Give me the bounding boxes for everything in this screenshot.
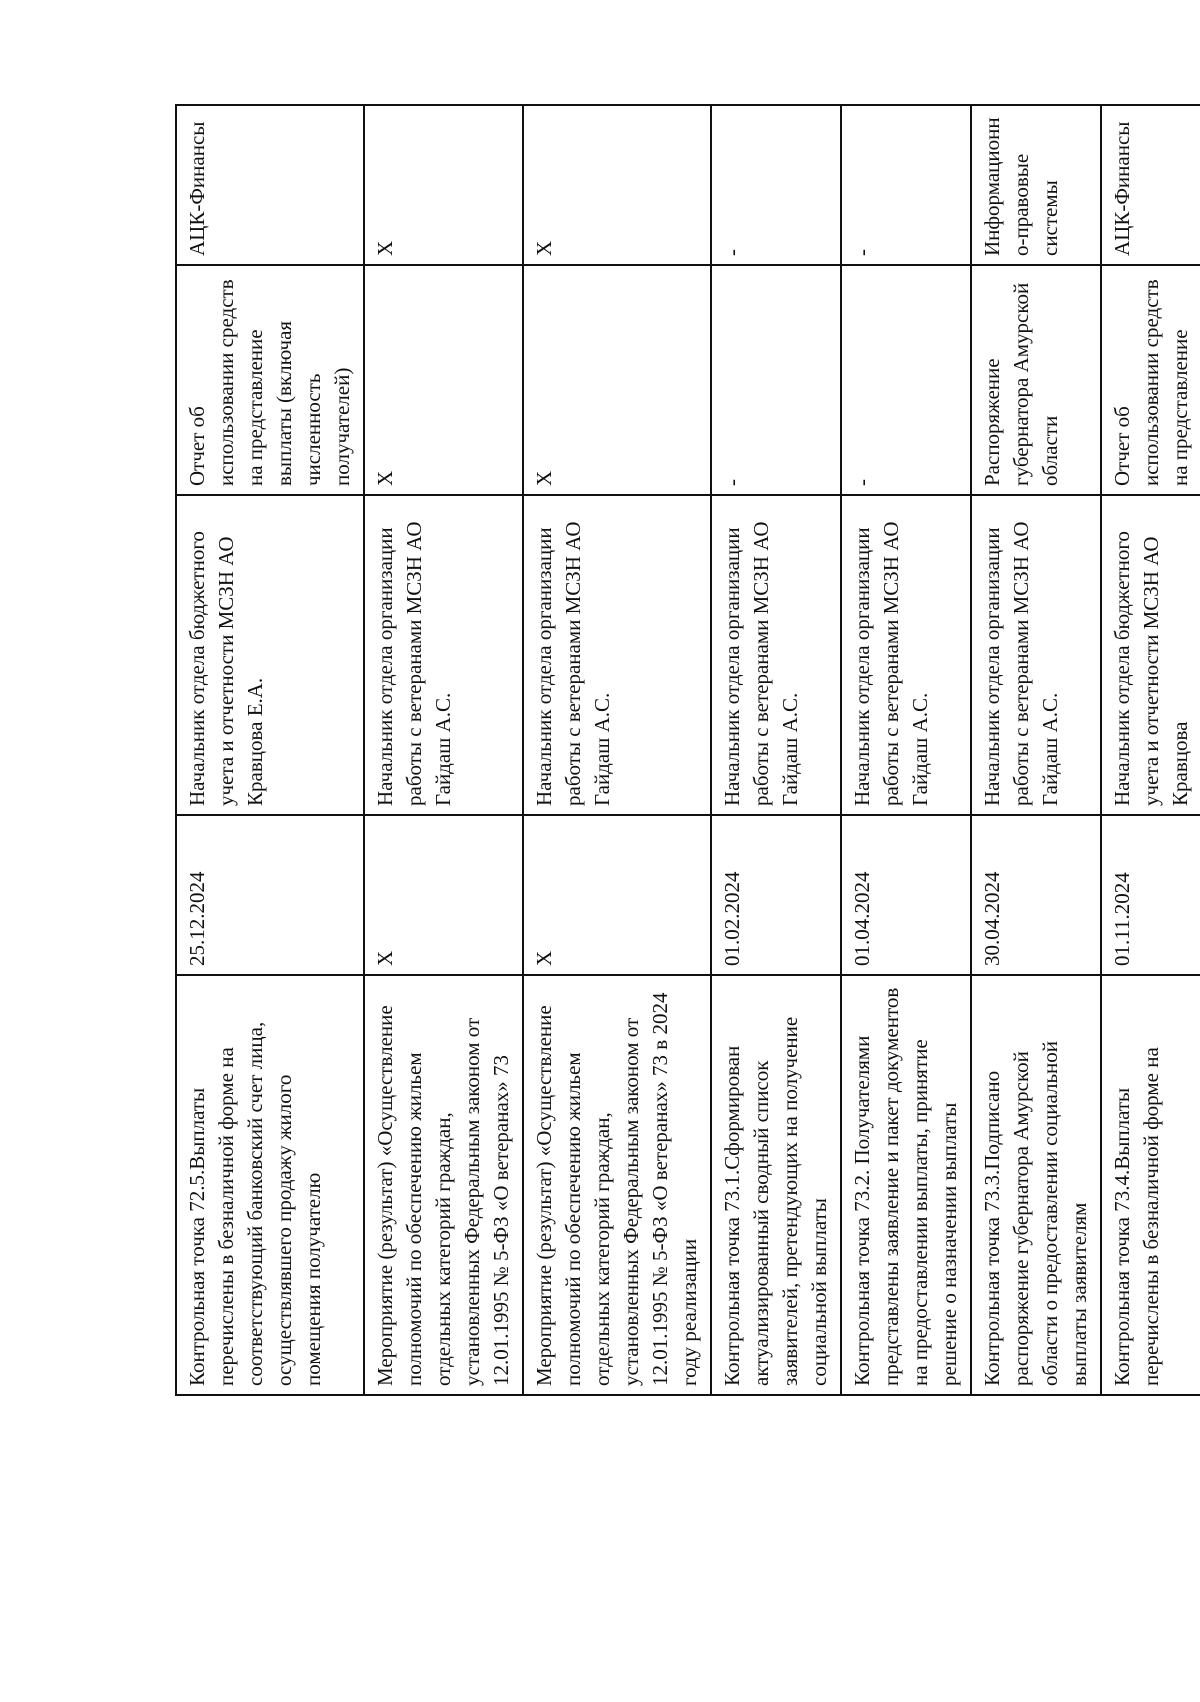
table-row (1101, 105, 1200, 1395)
cell-date: Х (364, 815, 523, 975)
cell-responsible: Начальник отдела организации работы с ветеранами МСЗН АО Гайдаш А.С. (711, 495, 841, 815)
cell-responsible: Начальник отдела организации работы с ветеранами МСЗН АО Гайдаш А.С. (523, 495, 711, 815)
cell-date: Х (523, 815, 711, 975)
cell-event-name: Контрольная точка 73.1.Сформирован актуализированный сводный список заявителей, претендующих на получение социальной выплаты (711, 975, 841, 1395)
cell-document: Х (523, 265, 711, 495)
cell-document: Х (364, 265, 523, 495)
cell-info-system: АЦК-Финансы (176, 105, 364, 265)
table-row (364, 105, 523, 1395)
cell-event-name: Контрольная точка 72.5.Выплаты перечислены в безналичной форме на соответствующий банковский счет лица, осуществлявшего продажу жилого помещения получателю (176, 975, 364, 1395)
cell-info-system: Х (523, 105, 711, 265)
cell-responsible: Начальник отдела организации работы с ветеранами МСЗН АО Гайдаш А.С. (971, 495, 1101, 815)
rotated-page-content (175, 106, 1192, 1396)
cell-date: 01.04.2024 (841, 815, 971, 975)
cell-document: - (711, 265, 841, 495)
table-row (523, 105, 711, 1395)
cell-event-name: Контрольная точка 73.4.Выплаты перечислены в безналичной форме на (1101, 975, 1200, 1395)
cell-event-name: Контрольная точка 73.3.Подписано распоряжение губернатора Амурской области о предоставлении социальной выплаты заявителям (971, 975, 1101, 1395)
cell-document: - (841, 265, 971, 495)
table-row (841, 105, 971, 1395)
cell-info-system: Х (364, 105, 523, 265)
cell-date: 01.11.2024 (1101, 815, 1200, 975)
cell-document: Отчет об использовании средств на представление выплаты (включая численность получателей) (176, 265, 364, 495)
table-row (176, 105, 364, 1395)
cell-date: 25.12.2024 (176, 815, 364, 975)
cell-info-system: АЦК-Финансы (1101, 105, 1200, 265)
cell-date: 01.02.2024 (711, 815, 841, 975)
cell-event-name: Контрольная точка 73.2. Получателями представлены заявление и пакет документов на предоставлении выплаты, принятие решение о назначении выплаты (841, 975, 971, 1395)
control-points-table (175, 104, 1200, 1396)
cell-document: Отчет об использовании средств на представление (1101, 265, 1200, 495)
cell-event-name: Мероприятие (результат) «Осуществление полномочий по обеспечению жильем отдельных категорий граждан, установленных Федеральным законом от 12.01.1995 № 5-ФЗ «О ветеранах» 73 (364, 975, 523, 1395)
cell-responsible: Начальник отдела организации работы с ветеранами МСЗН АО Гайдаш А.С. (364, 495, 523, 815)
cell-document: Распоряжение губернатора Амурской области (971, 265, 1101, 495)
cell-date: 30.04.2024 (971, 815, 1101, 975)
cell-responsible: Начальник отдела бюджетного учета и отчетности МСЗН АО Кравцова (1101, 495, 1200, 815)
table-row (971, 105, 1101, 1395)
cell-responsible: Начальник отдела организации работы с ветеранами МСЗН АО Гайдаш А.С. (841, 495, 971, 815)
cell-info-system: Информационно-правовые системы (971, 105, 1101, 265)
cell-info-system: - (841, 105, 971, 265)
cell-event-name: Мероприятие (результат) «Осуществление полномочий по обеспечению жильем отдельных категорий граждан, установленных Федеральным законом от 12.01.1995 № 5-ФЗ «О ветеранах» 73 в 2024 году реализации (523, 975, 711, 1395)
cell-info-system: - (711, 105, 841, 265)
cell-responsible: Начальник отдела бюджетного учета и отчетности МСЗН АО Кравцова Е.А. (176, 495, 364, 815)
table-row (711, 105, 841, 1395)
